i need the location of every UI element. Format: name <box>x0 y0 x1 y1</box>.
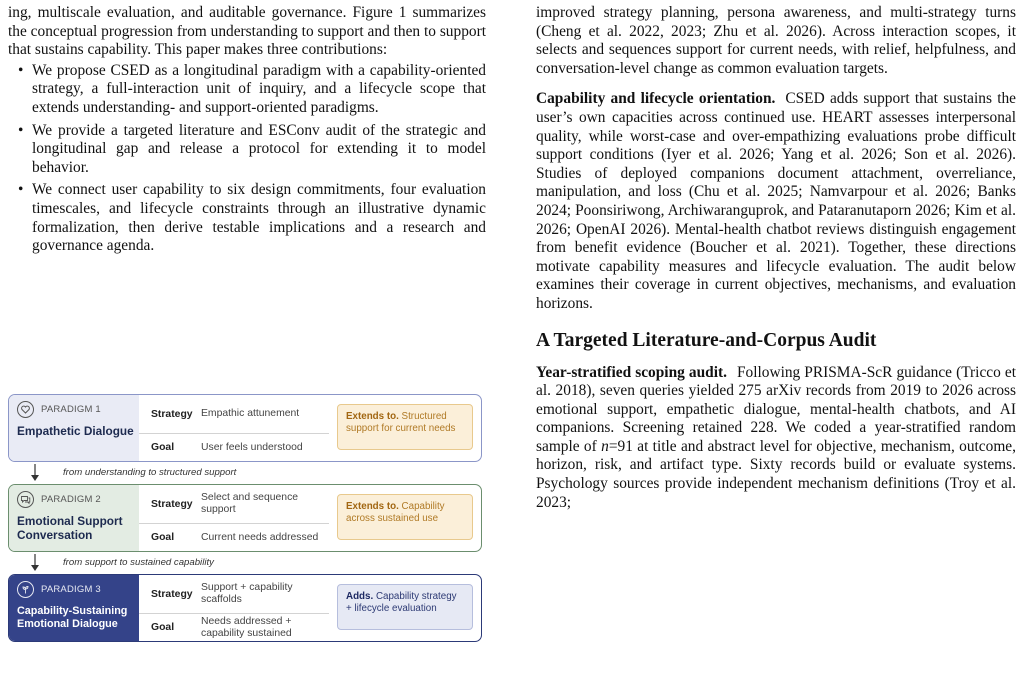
extends-box <box>337 404 473 450</box>
sample-size-variable: n <box>601 437 609 455</box>
strategy-label: Strategy <box>151 498 193 510</box>
heart-bubble-icon <box>17 401 34 418</box>
paradigm-tag: PARADIGM 3 <box>41 584 101 595</box>
strategy-value: Support + capability scaffolds <box>201 582 293 605</box>
adds-box <box>337 584 473 630</box>
transition-1 <box>8 462 482 484</box>
down-arrow-icon <box>30 464 40 482</box>
paradigm-1-card <box>8 394 482 462</box>
strategy-value: Select and sequence support <box>201 492 299 515</box>
extends-head: Extends to. <box>346 411 399 422</box>
goal-label: Goal <box>151 442 175 453</box>
extends-body: Capability across sustained use <box>346 501 445 524</box>
strategy-value: Empathic attunement <box>201 408 300 419</box>
extends-body: Structured support for current needs <box>346 411 456 434</box>
right-column <box>536 0 1016 512</box>
right-paragraph-3 <box>536 364 1016 513</box>
paradigm-name: Emotional Support Conversation <box>17 514 123 542</box>
paradigm-3-card <box>8 574 482 642</box>
contribution-item: • We propose CSED as a longitudinal paradigm with a capability-oriented strategy, a full-interaction unit of inquiry, and a lifecycle scope that extends understanding- and support-oriented paradigms. <box>8 62 486 118</box>
goal-label: Goal <box>151 532 175 543</box>
section-title: A Targeted Literature-and-Corpus Audit <box>536 329 877 351</box>
paragraph-heading: Capability and lifecycle orientation. <box>536 90 776 108</box>
contributions-list <box>8 62 486 256</box>
paradigm-figure <box>8 394 482 642</box>
paradigm-3-label <box>9 575 139 641</box>
transition-label: from support to sustained capability <box>63 557 214 568</box>
paragraph-body: Following PRISMA-ScR guidance (Tricco et al. 2018), seven queries yielded 275 arXiv records from 2019 to 2026 across emotional support, empathetic dialogue, mental-health chatbots, and AI companions. Screening retained 228. We coded a year-stratified random sample of <box>536 363 1016 455</box>
strategy-label: Strategy <box>151 408 193 420</box>
paradigm-grid <box>139 485 329 551</box>
paradigm-2-label <box>9 485 139 551</box>
extends-head: Extends to. <box>346 501 399 512</box>
paradigm-grid <box>139 575 329 641</box>
right-paragraph-2 <box>536 90 1016 313</box>
right-paragraph-1: improved strategy planning, persona awareness, and multi-strategy turns (Cheng et al. 2022, 2023; Zhu et al. 2026). Across interaction scopes, it selects and sequences support for current needs, with relief, helpfulness, and conversation-level change as common evaluation targets. <box>536 4 1016 77</box>
strategy-label: Strategy <box>151 588 193 600</box>
paragraph-body: CSED adds support that sustains the user’s own capacities across continued use. HEART assesses interpersonal quality, while worst-case and over-empathizing evaluations probe difficult support conditions (Iyer et al. 2026; Yang et al. 2026; Son et al. 2026). Studies of deployed companions document attachment, overreliance, manipulation, and loss (Chu et al. 2025; Namvarpour et al. 2026; Banks 2024; Poonsiriwong, Archiwaranguprok, and Pataranutaporn 2026; Kim et al. 2026; OpenAI 2026). Mental-health chatbot reviews distinguish engagement from benefit evidence (Boucher et al. 2021). Together, these directions motivate capability measures and lifecycle evaluation. The audit below examines their coverage in current objectives, mechanisms, and evaluation horizons. <box>536 90 1016 312</box>
goal-label: Goal <box>151 622 175 633</box>
transition-label: from understanding to structured support <box>63 467 237 478</box>
goal-value: Current needs addressed <box>201 531 319 543</box>
contribution-item: • We provide a targeted literature and ESConv audit of the strategic and longitudinal gap and release a protocol for extending it to model behavior. <box>8 122 486 178</box>
chat-bubbles-icon <box>17 491 34 508</box>
down-arrow-icon <box>30 554 40 572</box>
paradigm-tag: PARADIGM 1 <box>41 404 101 415</box>
contribution-item: • We connect user capability to six design commitments, four evaluation timescales, and lifecycle constraints through an illustrative dynamic formalization, then derive testable implications and a research and governance agenda. <box>8 181 486 255</box>
transition-2 <box>8 552 482 574</box>
growth-bubble-icon <box>17 581 34 598</box>
paradigm-1-label <box>9 395 139 461</box>
adds-body: Capability strategy + lifecycle evaluation <box>346 591 457 614</box>
paradigm-grid <box>139 395 329 461</box>
intro-paragraph: ing, multiscale evaluation, and auditable governance. Figure 1 summarizes the conceptual progression from understanding to support and then to support that sustains capability. This paper makes three contributions: <box>8 4 486 59</box>
left-column <box>8 0 486 260</box>
paradigm-name: Capability-Sustaining Emotional Dialogue <box>17 605 128 630</box>
paradigm-tag: PARADIGM 2 <box>41 494 101 505</box>
extends-box <box>337 494 473 540</box>
goal-value: Needs addressed + capability sustained <box>201 615 292 639</box>
sample-size-value: =91 <box>608 437 633 455</box>
paragraph-body-continued: at title and abstract level for objective, mechanism, outcome, horizon, risk, and artifact type. Sixty records build or evaluate systems. Psychology sources provide independent mechanism definitions (Troy et al. 2023; <box>536 437 1016 511</box>
paradigm-name: Empathetic Dialogue <box>17 424 134 438</box>
adds-head: Adds. <box>346 591 374 602</box>
paragraph-heading: Year-stratified scoping audit. <box>536 363 727 381</box>
paradigm-2-card <box>8 484 482 552</box>
goal-value: User feels understood <box>201 441 303 453</box>
